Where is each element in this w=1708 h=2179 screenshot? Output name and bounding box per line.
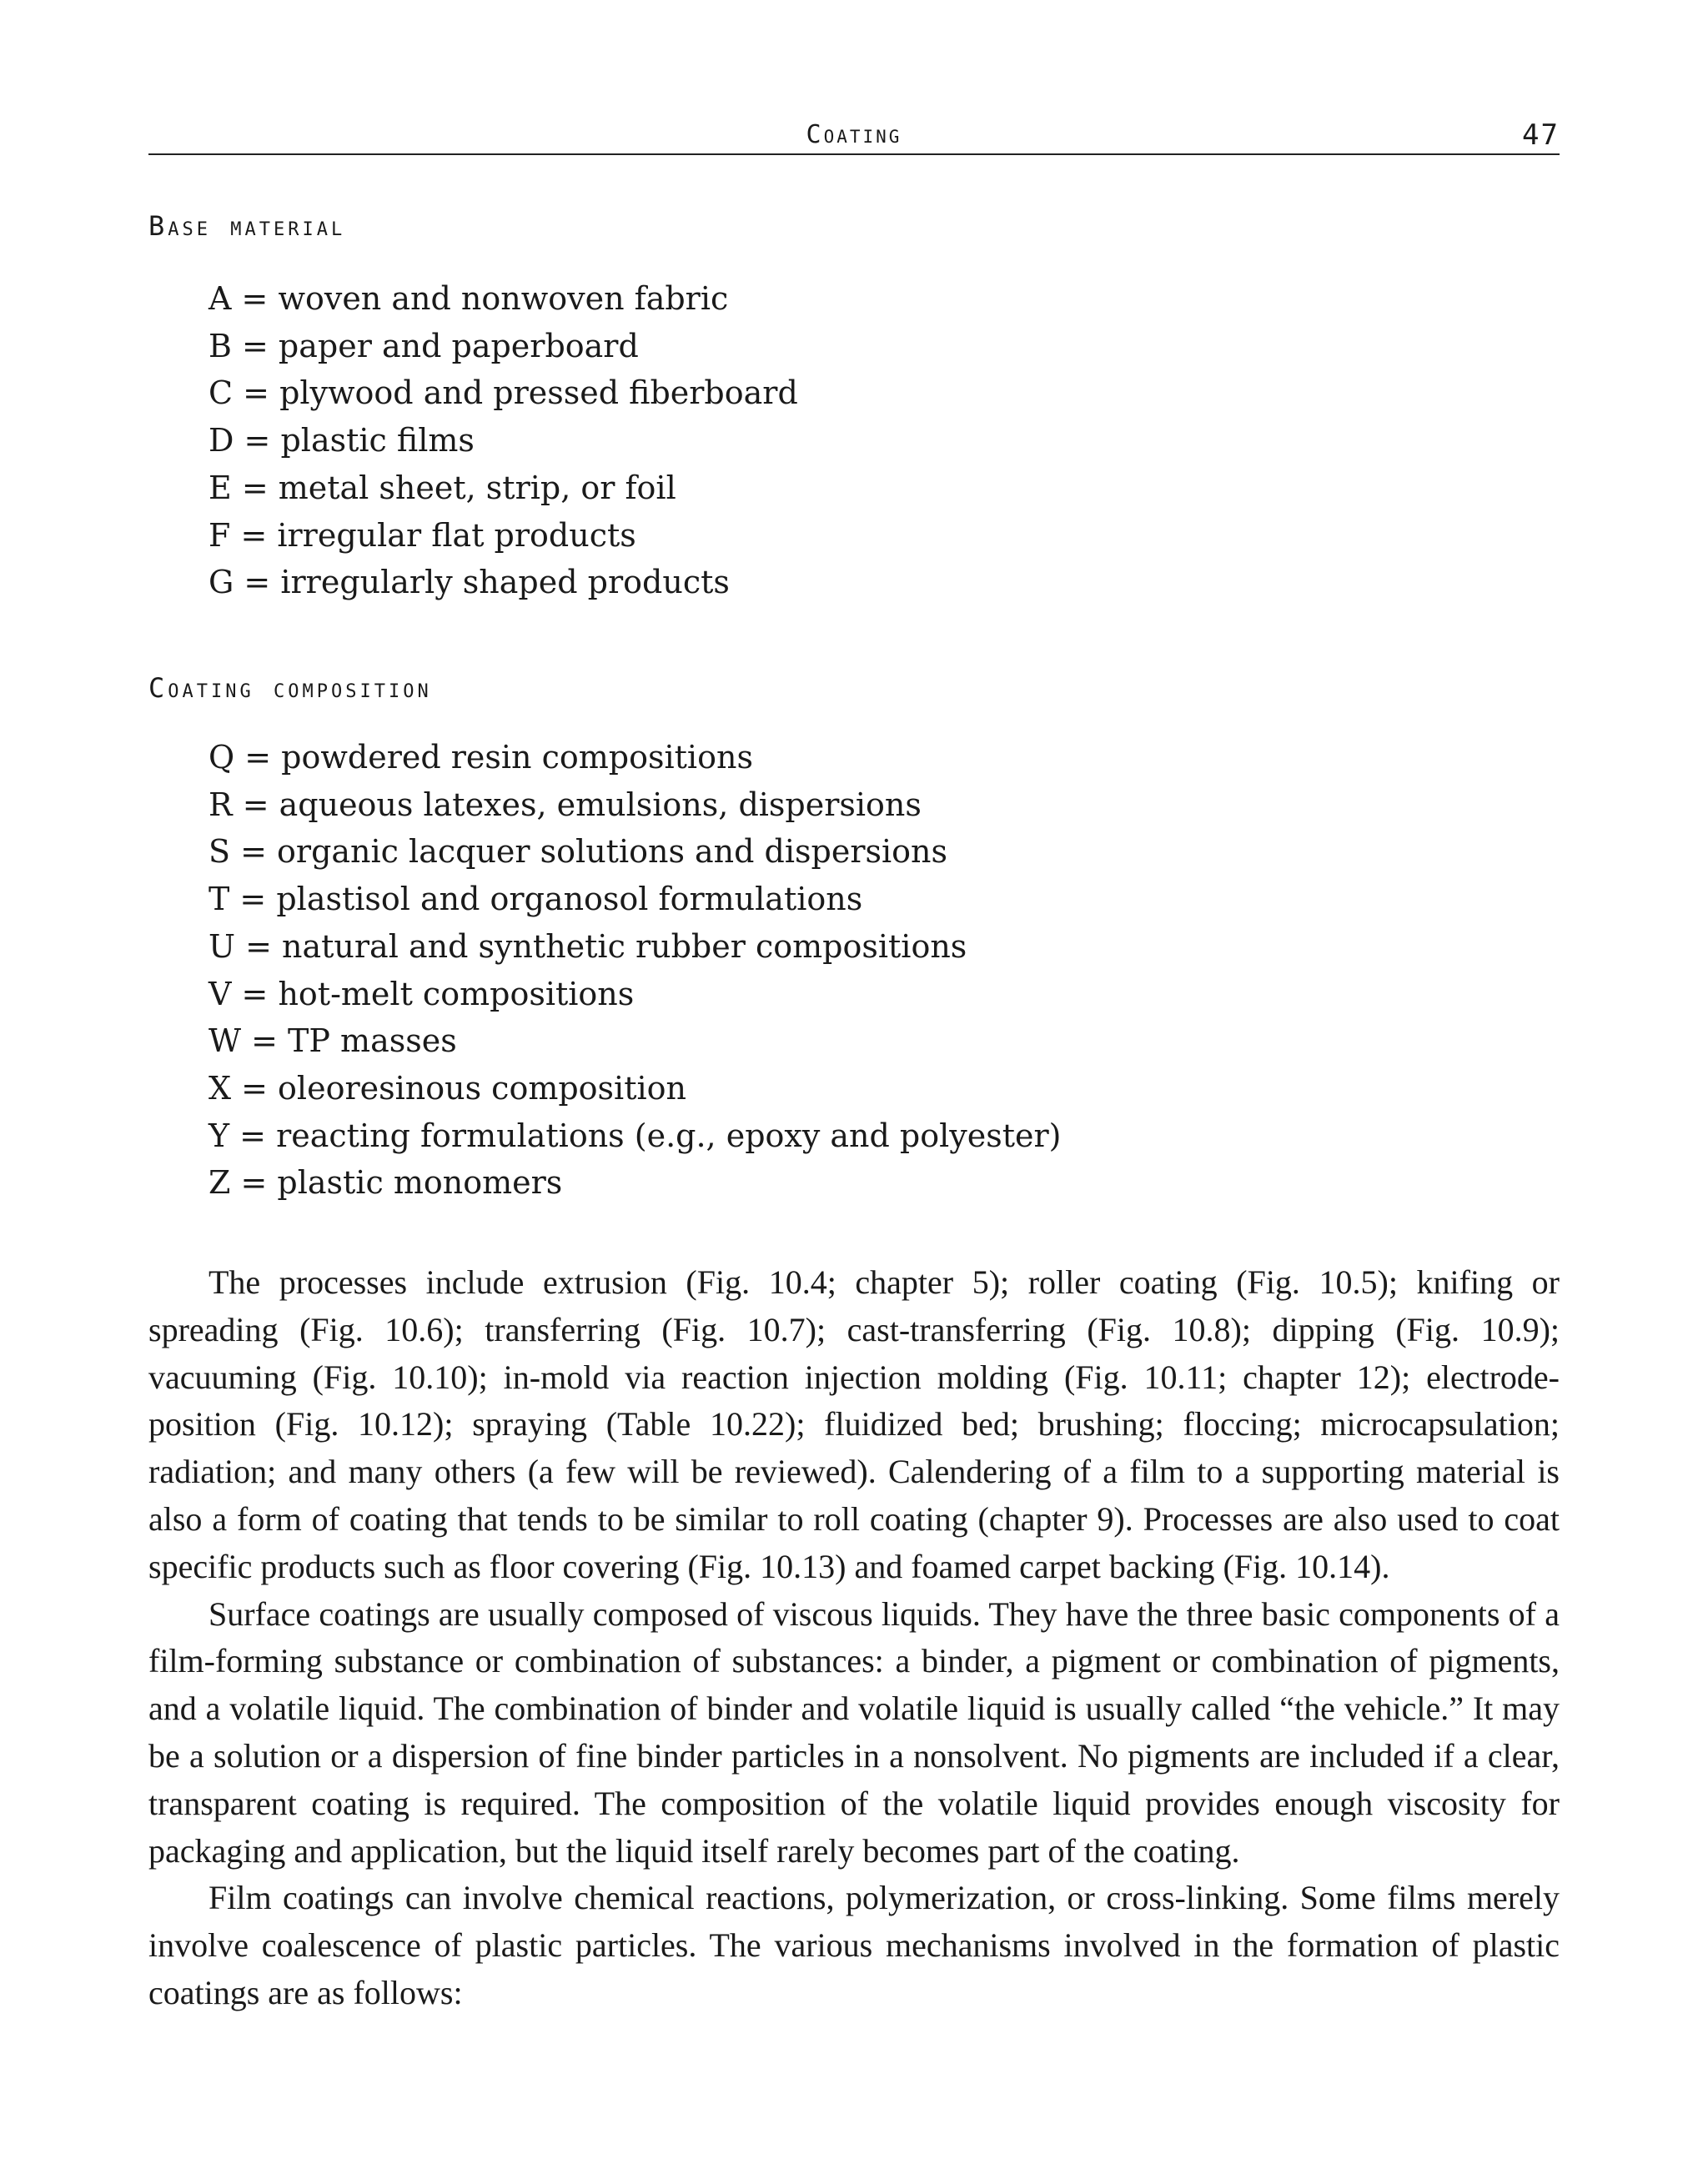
- list-item: T = plastisol and organosol formulations: [208, 881, 863, 918]
- list-item: D = plastic films: [208, 422, 475, 459]
- list-item: R = aqueous latexes, emulsions, dispersions: [208, 786, 922, 823]
- body-text: [148, 1259, 1560, 2017]
- running-title: Coating: [806, 120, 902, 149]
- list-item: G = irregularly shaped products: [208, 564, 730, 601]
- list-item: B = paper and paperboard: [208, 327, 639, 364]
- body-paragraph-processes: The processes include extrusion (Fig. 10.4; chapter 5); roller coating (Fig. 10.5); knifing or spreading (Fig. 10.6); transferring (Fig. 10.7); cast-transferring (Fig. 10.8); dipping (Fig. 10.9); vacuuming (Fig. 10.10); in-mold via reaction injection molding (Fig. 10.11; chapter 12); electrode-position (Fig. 10.12); spraying (Table 10.22); fluidized bed; brushing; floccing; microcapsulation; radiation; and many others (a few will be reviewed). Calendering of a film to a supporting material is also a form of coating that tends to be similar to roll coating (chapter 9). Processes are also used to coat specific products such as floor covering (Fig. 10.13) and foamed carpet backing (Fig. 10.14).: [148, 1263, 1560, 1585]
- list-item: U = natural and synthetic rubber compositions: [208, 927, 967, 965]
- list-item: V = hot-melt compositions: [208, 975, 635, 1012]
- list-item: Q = powdered resin compositions: [208, 739, 753, 776]
- list-item: S = organic lacquer solutions and dispersions: [208, 833, 948, 871]
- list-item: E = metal sheet, strip, or foil: [208, 469, 676, 506]
- list-item: F = irregular flat products: [208, 516, 636, 554]
- base-material-heading: Base material: [148, 210, 346, 242]
- body-paragraph-surface-coatings: Surface coatings are usually composed of viscous liquids. They have the three basic components of a film-forming substance or combination of substances: a binder, a pigment or combination of pigments, and a volatile liquid. The combination of binder and volatile liquid is usually called “the vehicle.” It may be a solution or a dispersion of fine binder particles in a nonsolvent. No pigments are included if a clear, transparent coating is required. The composition of the volatile liquid provides enough viscosity for packaging and application, but the liquid itself rarely becomes part of the coating.: [148, 1594, 1560, 1870]
- list-item: W = TP masses: [208, 1022, 457, 1060]
- coating-composition-heading: Coating composition: [148, 672, 432, 704]
- page-number: 47: [1522, 118, 1560, 152]
- list-item: Y = reacting formulations (e.g., epoxy and polyester): [208, 1117, 1062, 1154]
- list-item: C = plywood and pressed fiberboard: [208, 374, 798, 412]
- document-page: [148, 0, 1560, 2179]
- list-item: X = oleoresinous composition: [208, 1069, 686, 1107]
- list-item: Z = plastic monomers: [208, 1164, 563, 1202]
- list-item: A = woven and nonwoven fabric: [208, 280, 729, 317]
- running-header: [148, 117, 1560, 155]
- base-material-list: [208, 275, 798, 606]
- coating-composition-list: [208, 734, 1061, 1207]
- body-paragraph-film-coatings: Film coatings can involve chemical reactions, polymerization, or cross-linking. Some films merely involve coalescence of plastic particles. The various mechanisms involved in the formation of plastic coatings are as follows:: [148, 1879, 1560, 2011]
